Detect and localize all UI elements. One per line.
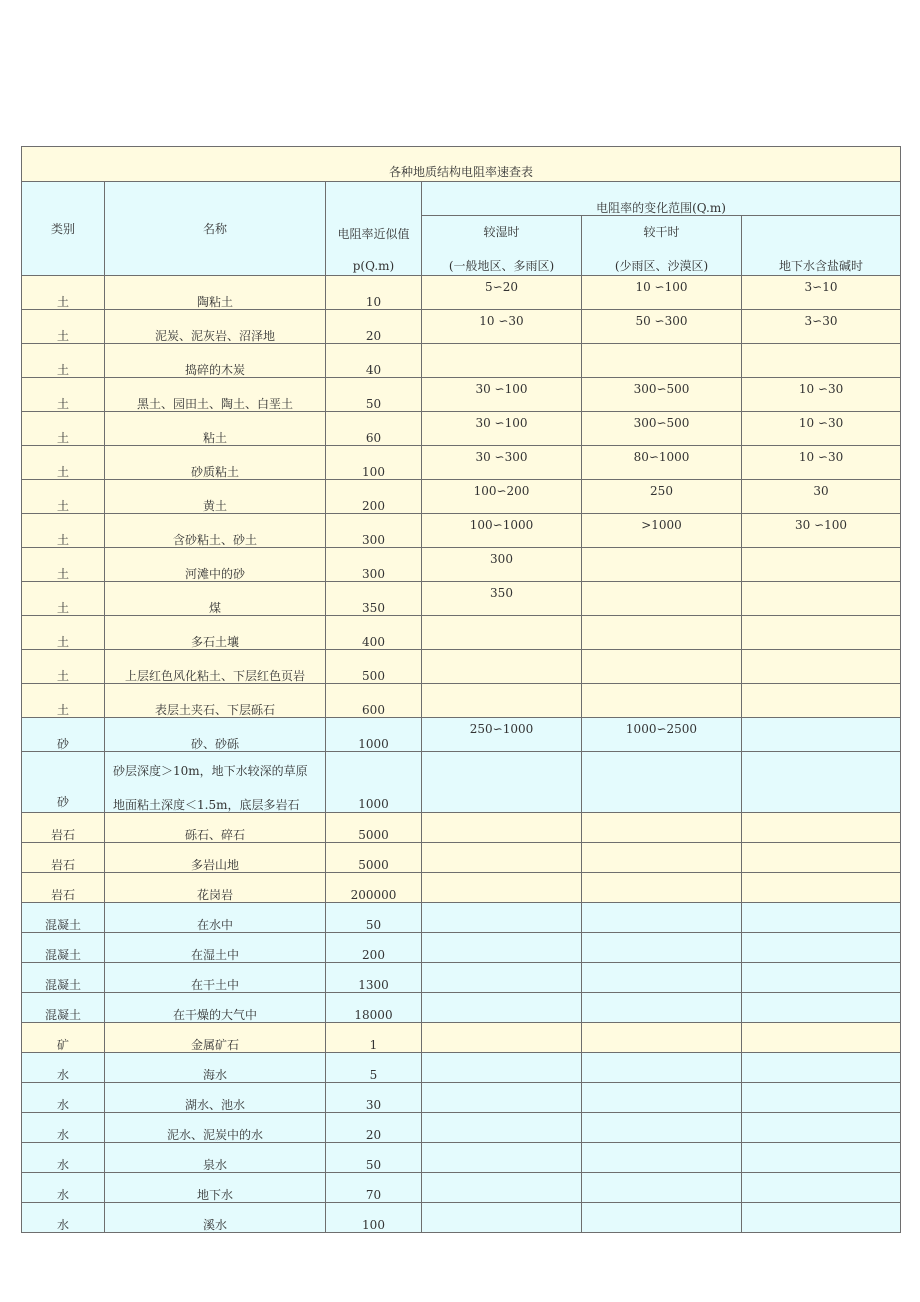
cell-wet bbox=[422, 1083, 582, 1113]
table-row bbox=[22, 276, 901, 310]
cell-wet bbox=[422, 843, 582, 873]
cell-value: 1 bbox=[326, 1023, 422, 1053]
cell-dry bbox=[582, 582, 742, 616]
header-approx-line1: 电阻率近似值 bbox=[337, 227, 410, 241]
cell-dry bbox=[582, 650, 742, 684]
cell-category: 土 bbox=[22, 276, 105, 310]
cell-saline bbox=[742, 718, 901, 752]
table-row bbox=[22, 480, 901, 514]
cell-saline: 3∽30 bbox=[742, 310, 901, 344]
cell-dry bbox=[582, 1173, 742, 1203]
table-row bbox=[22, 412, 901, 446]
cell-value: 50 bbox=[326, 1143, 422, 1173]
cell-dry: 250 bbox=[582, 480, 742, 514]
cell-wet bbox=[422, 650, 582, 684]
table-row bbox=[22, 903, 901, 933]
table-row bbox=[22, 1053, 901, 1083]
cell-category: 混凝土 bbox=[22, 993, 105, 1023]
cell-wet: 250∽1000 bbox=[422, 718, 582, 752]
cell-saline bbox=[742, 993, 901, 1023]
cell-saline: 30 ∽100 bbox=[742, 514, 901, 548]
cell-saline bbox=[742, 1023, 901, 1053]
cell-name: 湖水、池水 bbox=[105, 1083, 326, 1113]
cell-wet: 30 ∽100 bbox=[422, 412, 582, 446]
cell-saline bbox=[742, 873, 901, 903]
cell-value: 20 bbox=[326, 1113, 422, 1143]
cell-wet bbox=[422, 1053, 582, 1083]
cell-value: 100 bbox=[326, 446, 422, 480]
cell-saline bbox=[742, 1083, 901, 1113]
cell-dry bbox=[582, 684, 742, 718]
cell-name bbox=[105, 752, 326, 813]
cell-dry bbox=[582, 963, 742, 993]
cell-dry bbox=[582, 1083, 742, 1113]
cell-wet: 30 ∽100 bbox=[422, 378, 582, 412]
cell-category: 土 bbox=[22, 582, 105, 616]
cell-name: 黑土、园田土、陶土、白垩土 bbox=[105, 378, 326, 412]
cell-wet: 5∽20 bbox=[422, 276, 582, 310]
header-dry bbox=[582, 216, 742, 276]
cell-wet bbox=[422, 963, 582, 993]
cell-name: 砂质粘土 bbox=[105, 446, 326, 480]
cell-wet bbox=[422, 1023, 582, 1053]
header-name: 名称 bbox=[105, 182, 326, 276]
cell-saline bbox=[742, 843, 901, 873]
cell-dry: 50 ∽300 bbox=[582, 310, 742, 344]
cell-dry: 300∽500 bbox=[582, 378, 742, 412]
cell-wet bbox=[422, 1173, 582, 1203]
cell-value: 18000 bbox=[326, 993, 422, 1023]
cell-wet: 10 ∽30 bbox=[422, 310, 582, 344]
cell-category: 水 bbox=[22, 1143, 105, 1173]
cell-category: 土 bbox=[22, 514, 105, 548]
cell-name: 含砂粘土、砂土 bbox=[105, 514, 326, 548]
cell-name: 多岩山地 bbox=[105, 843, 326, 873]
cell-value: 5000 bbox=[326, 813, 422, 843]
table-row bbox=[22, 548, 901, 582]
cell-name: 砾石、碎石 bbox=[105, 813, 326, 843]
cell-dry bbox=[582, 903, 742, 933]
header-saline: 地下水含盐碱时 bbox=[742, 216, 901, 276]
cell-category: 土 bbox=[22, 650, 105, 684]
cell-saline: 30 bbox=[742, 480, 901, 514]
cell-name: 花岗岩 bbox=[105, 873, 326, 903]
table-row bbox=[22, 813, 901, 843]
cell-name: 在干燥的大气中 bbox=[105, 993, 326, 1023]
cell-name: 上层红色风化粘土、下层红色页岩 bbox=[105, 650, 326, 684]
cell-value: 200000 bbox=[326, 873, 422, 903]
header-range-group: 电阻率的变化范围(Q.m) bbox=[422, 182, 901, 216]
cell-value: 40 bbox=[326, 344, 422, 378]
table-row bbox=[22, 993, 901, 1023]
cell-category: 土 bbox=[22, 480, 105, 514]
cell-dry bbox=[582, 843, 742, 873]
cell-dry bbox=[582, 616, 742, 650]
cell-value: 1000 bbox=[326, 718, 422, 752]
header-category: 类别 bbox=[22, 182, 105, 276]
cell-saline: 10 ∽30 bbox=[742, 378, 901, 412]
cell-category: 混凝土 bbox=[22, 903, 105, 933]
cell-category: 水 bbox=[22, 1113, 105, 1143]
cell-category: 混凝土 bbox=[22, 963, 105, 993]
cell-saline: 10 ∽30 bbox=[742, 446, 901, 480]
cell-name: 表层土夹石、下层砾石 bbox=[105, 684, 326, 718]
cell-category: 水 bbox=[22, 1203, 105, 1233]
table-row bbox=[22, 873, 901, 903]
cell-value: 5 bbox=[326, 1053, 422, 1083]
cell-category: 水 bbox=[22, 1173, 105, 1203]
table-row bbox=[22, 718, 901, 752]
cell-value: 1300 bbox=[326, 963, 422, 993]
cell-wet bbox=[422, 903, 582, 933]
cell-dry bbox=[582, 548, 742, 582]
cell-category: 岩石 bbox=[22, 873, 105, 903]
cell-saline bbox=[742, 1173, 901, 1203]
table-row bbox=[22, 1143, 901, 1173]
table-row bbox=[22, 843, 901, 873]
cell-saline bbox=[742, 1203, 901, 1233]
cell-name: 海水 bbox=[105, 1053, 326, 1083]
cell-wet bbox=[422, 344, 582, 378]
cell-value: 300 bbox=[326, 514, 422, 548]
cell-saline bbox=[742, 650, 901, 684]
table-row bbox=[22, 684, 901, 718]
cell-value: 300 bbox=[326, 548, 422, 582]
cell-name: 在干土中 bbox=[105, 963, 326, 993]
table-row bbox=[22, 1083, 901, 1113]
cell-name: 金属矿石 bbox=[105, 1023, 326, 1053]
cell-value: 50 bbox=[326, 378, 422, 412]
cell-category: 矿 bbox=[22, 1023, 105, 1053]
cell-category: 砂 bbox=[22, 718, 105, 752]
cell-category: 土 bbox=[22, 378, 105, 412]
cell-name: 泥水、泥炭中的水 bbox=[105, 1113, 326, 1143]
table-row bbox=[22, 933, 901, 963]
cell-saline bbox=[742, 813, 901, 843]
cell-name: 在湿土中 bbox=[105, 933, 326, 963]
cell-name: 多石土壤 bbox=[105, 616, 326, 650]
header-approx-line2: p(Q.m) bbox=[352, 258, 395, 273]
cell-value: 1000 bbox=[326, 752, 422, 813]
cell-name: 溪水 bbox=[105, 1203, 326, 1233]
cell-name: 粘土 bbox=[105, 412, 326, 446]
cell-dry bbox=[582, 1113, 742, 1143]
table-row bbox=[22, 514, 901, 548]
table-row bbox=[22, 582, 901, 616]
cell-dry bbox=[582, 1203, 742, 1233]
cell-saline bbox=[742, 548, 901, 582]
cell-value: 200 bbox=[326, 933, 422, 963]
cell-wet bbox=[422, 933, 582, 963]
cell-dry: >1000 bbox=[582, 514, 742, 548]
cell-wet bbox=[422, 1203, 582, 1233]
cell-saline bbox=[742, 933, 901, 963]
cell-value: 400 bbox=[326, 616, 422, 650]
cell-dry: 1000∽2500 bbox=[582, 718, 742, 752]
header-dry-line2: (少雨区、沙漠区) bbox=[614, 258, 709, 273]
cell-name: 河滩中的砂 bbox=[105, 548, 326, 582]
cell-saline bbox=[742, 752, 901, 813]
cell-category: 水 bbox=[22, 1053, 105, 1083]
header-wet-line2: (一般地区、多雨区) bbox=[448, 258, 555, 273]
table-row bbox=[22, 1203, 901, 1233]
cell-value: 70 bbox=[326, 1173, 422, 1203]
table-row bbox=[22, 310, 901, 344]
cell-name-line2: 地面粘土深度＜1.5m，底层多岩石 bbox=[113, 797, 300, 812]
resistivity-table bbox=[21, 146, 901, 1233]
cell-name: 黄土 bbox=[105, 480, 326, 514]
cell-name: 地下水 bbox=[105, 1173, 326, 1203]
cell-value: 50 bbox=[326, 903, 422, 933]
cell-saline bbox=[742, 582, 901, 616]
cell-value: 350 bbox=[326, 582, 422, 616]
cell-saline bbox=[742, 1113, 901, 1143]
cell-wet bbox=[422, 993, 582, 1023]
cell-value: 60 bbox=[326, 412, 422, 446]
table-row bbox=[22, 752, 901, 813]
cell-wet bbox=[422, 1143, 582, 1173]
cell-wet bbox=[422, 752, 582, 813]
table-row bbox=[22, 1023, 901, 1053]
cell-category: 土 bbox=[22, 344, 105, 378]
cell-category: 土 bbox=[22, 412, 105, 446]
cell-dry bbox=[582, 752, 742, 813]
cell-name: 陶粘土 bbox=[105, 276, 326, 310]
cell-name: 在水中 bbox=[105, 903, 326, 933]
cell-dry: 80∽1000 bbox=[582, 446, 742, 480]
table-row bbox=[22, 1173, 901, 1203]
table-row bbox=[22, 616, 901, 650]
table-title: 各种地质结构电阻率速查表 bbox=[22, 147, 901, 182]
table-row bbox=[22, 1113, 901, 1143]
cell-value: 500 bbox=[326, 650, 422, 684]
cell-saline: 3∽10 bbox=[742, 276, 901, 310]
header-dry-line1: 较干时 bbox=[643, 225, 680, 239]
cell-category: 砂 bbox=[22, 752, 105, 813]
cell-wet: 100∽200 bbox=[422, 480, 582, 514]
header-wet bbox=[422, 216, 582, 276]
cell-dry bbox=[582, 873, 742, 903]
cell-dry bbox=[582, 993, 742, 1023]
cell-dry bbox=[582, 1023, 742, 1053]
cell-dry: 300∽500 bbox=[582, 412, 742, 446]
cell-value: 10 bbox=[326, 276, 422, 310]
cell-wet: 350 bbox=[422, 582, 582, 616]
cell-dry bbox=[582, 344, 742, 378]
cell-saline bbox=[742, 1143, 901, 1173]
cell-saline bbox=[742, 344, 901, 378]
table-row bbox=[22, 963, 901, 993]
cell-dry bbox=[582, 1143, 742, 1173]
cell-wet: 300 bbox=[422, 548, 582, 582]
cell-name: 泉水 bbox=[105, 1143, 326, 1173]
cell-value: 200 bbox=[326, 480, 422, 514]
cell-saline bbox=[742, 903, 901, 933]
table-row bbox=[22, 378, 901, 412]
cell-category: 土 bbox=[22, 446, 105, 480]
cell-wet bbox=[422, 873, 582, 903]
cell-name: 捣碎的木炭 bbox=[105, 344, 326, 378]
cell-saline bbox=[742, 616, 901, 650]
cell-category: 岩石 bbox=[22, 813, 105, 843]
cell-dry bbox=[582, 933, 742, 963]
cell-saline bbox=[742, 963, 901, 993]
cell-name: 煤 bbox=[105, 582, 326, 616]
cell-dry: 10 ∽100 bbox=[582, 276, 742, 310]
cell-wet bbox=[422, 813, 582, 843]
cell-value: 20 bbox=[326, 310, 422, 344]
cell-name-line1: 砂层深度＞10m，地下水较深的草原 bbox=[113, 764, 308, 778]
cell-saline bbox=[742, 1053, 901, 1083]
cell-wet: 100∽1000 bbox=[422, 514, 582, 548]
cell-category: 岩石 bbox=[22, 843, 105, 873]
cell-wet bbox=[422, 1113, 582, 1143]
cell-category: 土 bbox=[22, 548, 105, 582]
table-row bbox=[22, 344, 901, 378]
cell-saline: 10 ∽30 bbox=[742, 412, 901, 446]
table-row bbox=[22, 446, 901, 480]
header-wet-line1: 较湿时 bbox=[483, 225, 520, 239]
cell-name: 砂、砂砾 bbox=[105, 718, 326, 752]
cell-category: 土 bbox=[22, 310, 105, 344]
cell-value: 600 bbox=[326, 684, 422, 718]
cell-category: 土 bbox=[22, 684, 105, 718]
cell-name: 泥炭、泥灰岩、沼泽地 bbox=[105, 310, 326, 344]
cell-dry bbox=[582, 1053, 742, 1083]
cell-wet bbox=[422, 616, 582, 650]
header-approx-value bbox=[326, 182, 422, 276]
cell-value: 100 bbox=[326, 1203, 422, 1233]
cell-saline bbox=[742, 684, 901, 718]
cell-wet bbox=[422, 684, 582, 718]
cell-value: 30 bbox=[326, 1083, 422, 1113]
cell-wet: 30 ∽300 bbox=[422, 446, 582, 480]
table-row bbox=[22, 650, 901, 684]
cell-dry bbox=[582, 813, 742, 843]
cell-value: 5000 bbox=[326, 843, 422, 873]
cell-category: 水 bbox=[22, 1083, 105, 1113]
cell-category: 混凝土 bbox=[22, 933, 105, 963]
cell-category: 土 bbox=[22, 616, 105, 650]
